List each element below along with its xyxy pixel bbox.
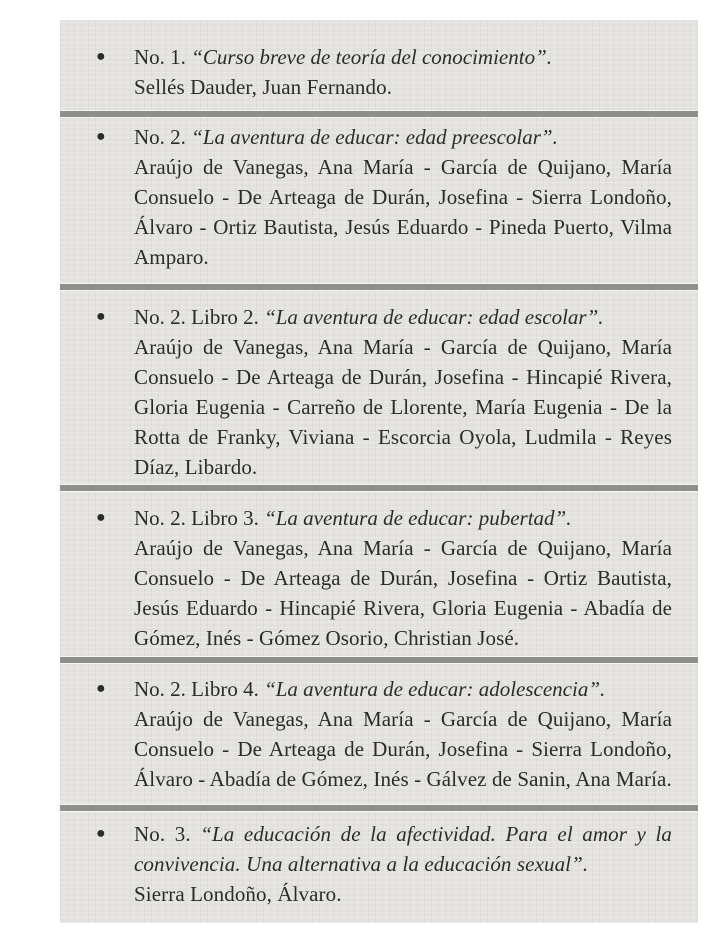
entry-title: “La educación de la afectividad. Para el amor y la convivencia. Una alternativa a la educación sexual”. <box>134 822 672 876</box>
entry-number: No. 2. Libro 2. <box>134 305 265 329</box>
divider <box>60 283 698 291</box>
entry-title: “La aventura de educar: edad escolar”. <box>264 305 604 329</box>
entry-number: No. 1. <box>134 45 192 69</box>
entry-authors: Araújo de Vanegas, Ana María - García de Quijano, María Consuelo - De Arteaga de Durán, Josefina - Ortiz Bautista, Jesús Eduardo - Hincapié Rivera, Gloria Eugenia - Abadía de Gómez, Inés - Gómez Osorio, Christian José. <box>134 536 672 650</box>
book-list-panel <box>60 20 698 923</box>
list-item-no-2-libro-2 <box>60 302 698 482</box>
entry-title: “Curso breve de teoría del conocimiento”. <box>191 45 553 69</box>
entry-title: “La aventura de educar: adolescencia”. <box>264 677 606 701</box>
entry-number: No. 2. Libro 4. <box>134 677 265 701</box>
bullet-icon: ● <box>96 48 106 65</box>
divider <box>60 110 698 118</box>
bullet-icon: ● <box>96 128 106 145</box>
bullet-icon: ● <box>96 509 106 526</box>
entry-authors: Araújo de Vanegas, Ana María - García de Quijano, María Consuelo - De Arteaga de Durán, Josefina - Sierra Londoño, Álvaro - Ortiz Bautista, Jesús Eduardo - Pineda Puerto, Vilma Amparo. <box>134 155 672 269</box>
bullet-icon: ● <box>96 680 106 697</box>
bullet-icon: ● <box>96 308 106 325</box>
entry-authors: Araújo de Vanegas, Ana María - García de Quijano, María Consuelo - De Arteaga de Durán, Josefina - Hincapié Rivera, Gloria Eugenia - Carreño de Llorente, María Eugenia - De la Rotta de Franky, Viviana - Escorcia Oyola, Ludmila - Reyes Díaz, Libardo. <box>134 335 672 479</box>
entry-authors: Araújo de Vanegas, Ana María - García de Quijano, María Consuelo - De Arteaga de Durán, Josefina - Sierra Londoño, Álvaro - Abadía de Gómez, Inés - Gálvez de Sanin, Ana María. <box>134 707 672 791</box>
entry-number: No. 2. Libro 3. <box>134 506 265 530</box>
divider <box>60 656 698 664</box>
entry-title: “La aventura de educar: pubertad”. <box>264 506 572 530</box>
list-item-no-1 <box>60 42 698 102</box>
divider <box>60 804 698 812</box>
bullet-icon: ● <box>96 825 106 842</box>
entry-authors: Sierra Londoño, Álvaro. <box>134 882 342 906</box>
entry-title: “La aventura de educar: edad preescolar”. <box>191 125 558 149</box>
entry-number: No. 3. <box>134 822 201 846</box>
list-item-no-3 <box>60 819 698 909</box>
divider <box>60 484 698 492</box>
entry-authors: Sellés Dauder, Juan Fernando. <box>134 75 393 99</box>
list-item-no-2 <box>60 122 698 272</box>
entry-number: No. 2. <box>134 125 192 149</box>
list-item-no-2-libro-4 <box>60 674 698 794</box>
list-item-no-2-libro-3 <box>60 503 698 653</box>
